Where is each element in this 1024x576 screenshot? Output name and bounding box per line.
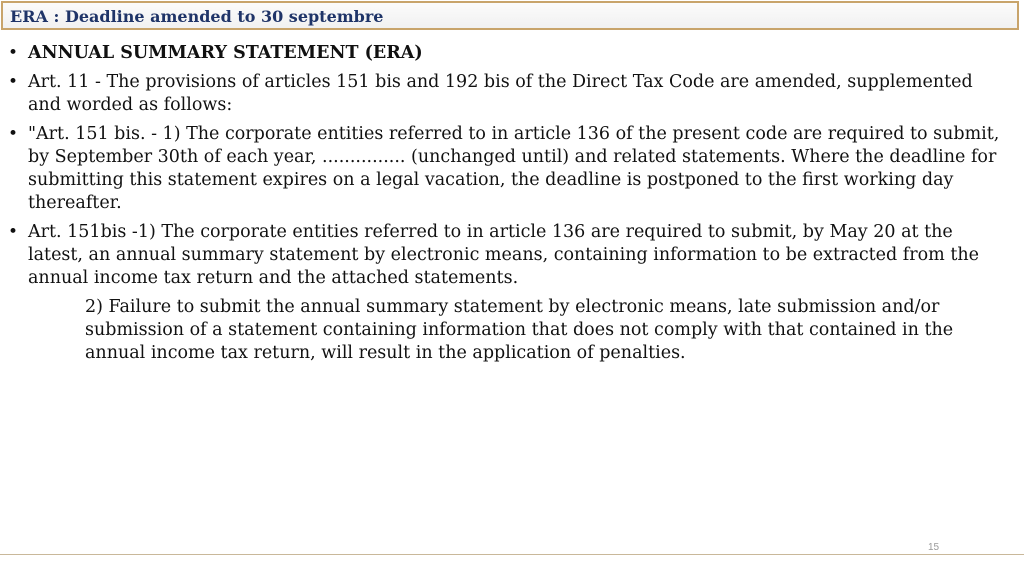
bullet-item-heading: [0, 42, 1024, 65]
bullet-icon: •: [8, 124, 19, 144]
slide-title: ERA : Deadline amended to 30 septembre: [10, 7, 384, 26]
bullet-item-article-11: [0, 71, 1024, 117]
subitem-penalties: 2) Failure to submit the annual summary statement by electronic means, late submission and/or submission of a statement containing information that does not comply with that contained in the annual income tax return, will result in the application of penalties.: [85, 297, 954, 363]
bullet-item-article-151bis-new: [0, 123, 1024, 215]
bullet-icon: •: [8, 43, 19, 63]
footer-divider: [0, 554, 1024, 555]
bullet-article-151bis-new-text: "Art. 151 bis. - 1) The corporate entities referred to in article 136 of the present code are required to submit, by September 30th of each year, ............... (unchanged until) and related statements. Where the deadline for submitting this statement expires on a legal vacation, the deadline is postponed to the first working day thereafter.: [28, 124, 1000, 213]
bullet-article-151bis-old-text: Art. 151bis -1) The corporate entities referred to in article 136 are required to submit, by May 20 at the latest, an annual summary statement by electronic means, containing information to be extracted from the annual income tax return and the attached statements.: [28, 222, 979, 288]
page-number: 15: [928, 542, 940, 553]
slide-content: [0, 42, 1024, 365]
bullet-item-article-151bis-old: [0, 221, 1024, 290]
bullet-heading-text: ANNUAL SUMMARY STATEMENT (ERA): [28, 43, 423, 63]
bullet-icon: •: [8, 222, 19, 242]
bullet-article-11-text: Art. 11 - The provisions of articles 151 bis and 192 bis of the Direct Tax Code are amended, supplemented and worded as follows:: [28, 72, 973, 115]
bullet-icon: •: [8, 72, 19, 92]
slide-title-bar: [1, 1, 1019, 30]
